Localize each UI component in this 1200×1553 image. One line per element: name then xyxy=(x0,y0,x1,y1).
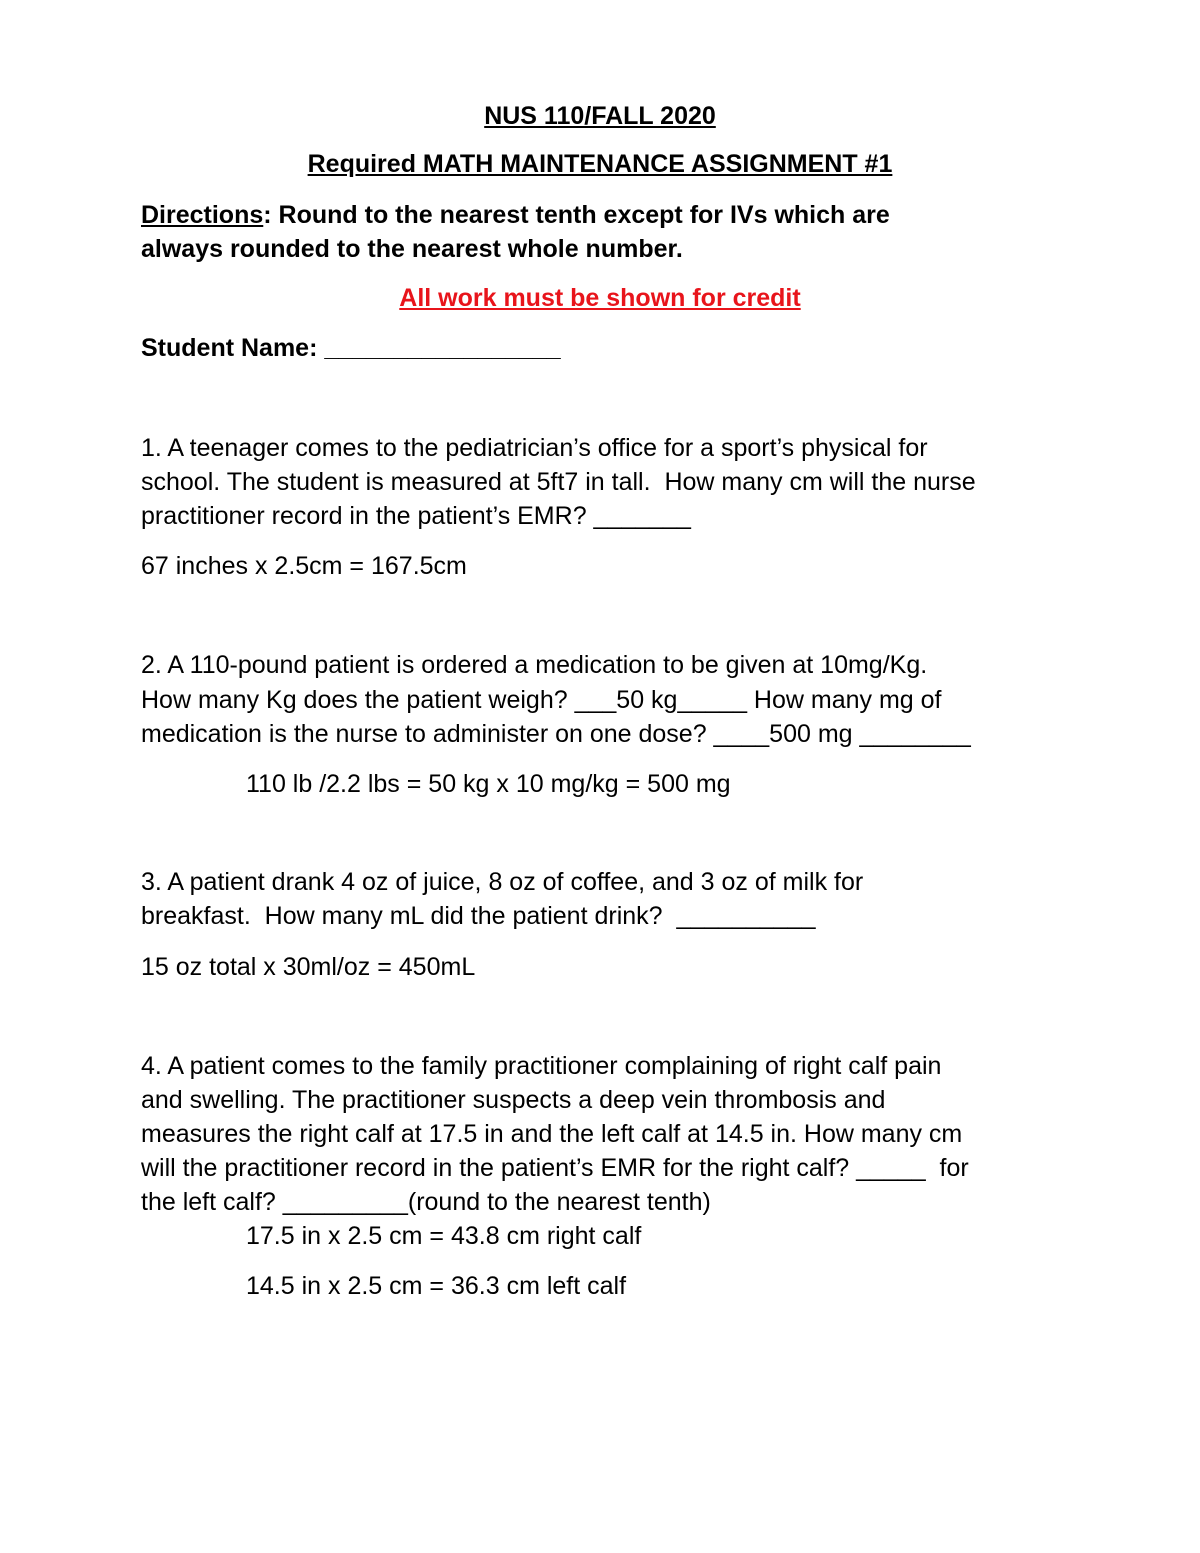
question-4-line-5: the left calf? _________(round to the nearest tenth) xyxy=(141,1188,711,1216)
question-1-work: 67 inches x 2.5cm = 167.5cm xyxy=(141,552,467,580)
assignment-title: Required MATH MAINTENANCE ASSIGNMENT #1 xyxy=(307,150,893,178)
question-4-work-right: 17.5 in x 2.5 cm = 43.8 cm right calf xyxy=(246,1222,642,1250)
question-2-line-3: medication is the nurse to administer on one dose? ____500 mg ________ xyxy=(141,720,971,748)
question-4-line-1: 4. A patient comes to the family practitioner complaining of right calf pain xyxy=(141,1052,942,1080)
question-3-work: 15 oz total x 30ml/oz = 450mL xyxy=(141,953,476,981)
course-title: NUS 110/FALL 2020 xyxy=(484,102,716,130)
question-4-line-3: measures the right calf at 17.5 in and the left calf at 14.5 in. How many cm xyxy=(141,1120,963,1148)
question-2-work: 110 lb /2.2 lbs = 50 kg x 10 mg/kg = 500 mg xyxy=(246,770,731,798)
question-1-line-3: practitioner record in the patient’s EMR? _______ xyxy=(141,502,691,530)
question-3-line-2: breakfast. How many mL did the patient drink? __________ xyxy=(141,902,816,930)
question-4-line-2: and swelling. The practitioner suspects a deep vein thrombosis and xyxy=(141,1086,886,1114)
directions-text-1: Round to the nearest tenth except for IVs which are xyxy=(278,201,890,229)
question-4-line-4: will the practitioner record in the patient’s EMR for the right calf? _____ for xyxy=(141,1154,969,1182)
question-4-work-left: 14.5 in x 2.5 cm = 36.3 cm left calf xyxy=(246,1272,627,1300)
student-name-field: Student Name: _________________ xyxy=(141,334,561,362)
question-1-line-1: 1. A teenager comes to the pediatrician’s office for a sport’s physical for xyxy=(141,434,928,462)
directions-line-2: always rounded to the nearest whole number. xyxy=(141,235,683,263)
directions-line-1 xyxy=(141,200,890,230)
directions-colon: : xyxy=(263,201,279,229)
question-1-line-2: school. The student is measured at 5ft7 in tall. How many cm will the nurse xyxy=(141,468,976,496)
question-2-line-1: 2. A 110-pound patient is ordered a medication to be given at 10mg/Kg. xyxy=(141,651,928,679)
question-3-line-1: 3. A patient drank 4 oz of juice, 8 oz of coffee, and 3 oz of milk for xyxy=(141,868,864,896)
question-2-line-2: How many Kg does the patient weigh? ___50 kg_____ How many mg of xyxy=(141,686,942,714)
directions-label: Directions xyxy=(141,201,264,229)
credit-notice: All work must be shown for credit xyxy=(399,284,801,312)
